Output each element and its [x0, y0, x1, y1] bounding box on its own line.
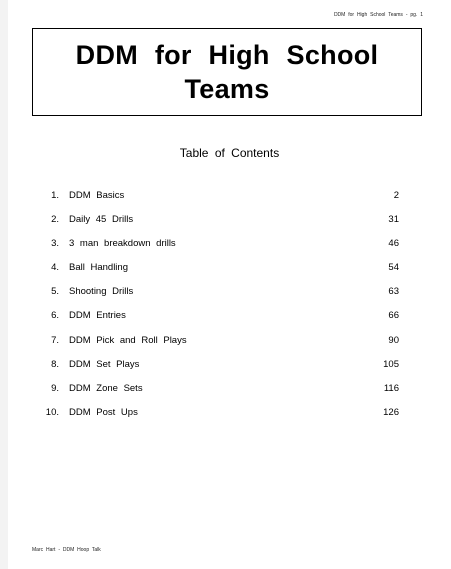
toc-entry-title: DDM Entries	[69, 310, 126, 322]
toc-entry-number: 6.	[51, 310, 59, 322]
toc-entry-title: Shooting Drills	[69, 286, 134, 298]
toc-entry-page: 31	[388, 214, 399, 226]
toc-entry	[8, 407, 451, 431]
running-header: DDM for High School Teams - pg. 1	[333, 12, 423, 18]
toc-entry-title: DDM Set Plays	[69, 358, 140, 370]
toc-entry	[8, 286, 451, 310]
document-title: DDM for High School Teams	[75, 40, 379, 104]
toc-entry-number: 4.	[51, 262, 59, 274]
running-footer: Marc Hart - DDM Hoop Talk	[32, 547, 101, 553]
toc-entry-number: 2.	[51, 214, 59, 226]
toc-entry-title: DDM Post Ups	[69, 406, 138, 418]
toc-entry-page: 46	[388, 238, 399, 250]
toc-entry-number: 3.	[51, 238, 59, 250]
toc-entry	[8, 214, 451, 238]
toc-entry-page: 66	[388, 310, 399, 322]
toc-entry-title: Ball Handling	[69, 262, 128, 274]
toc-entry-page: 90	[388, 334, 399, 346]
title-box	[32, 28, 422, 116]
toc-entry	[8, 383, 451, 407]
toc-entry-number: 8.	[51, 358, 59, 370]
toc-heading: Table of Contents	[179, 146, 280, 160]
toc-entry	[8, 359, 451, 383]
toc-entry-page: 54	[388, 262, 399, 274]
toc-entry-page: 105	[383, 358, 399, 370]
toc-list	[8, 190, 451, 431]
toc-entry	[8, 335, 451, 359]
toc-entry-number: 5.	[51, 286, 59, 298]
document-page	[8, 0, 451, 569]
toc-entry-title: DDM Zone Sets	[69, 382, 143, 394]
toc-entry-title: DDM Basics	[69, 190, 125, 201]
toc-entry	[8, 190, 451, 214]
toc-entry-page: 126	[383, 406, 399, 418]
toc-entry-title: 3 man breakdown drills	[69, 238, 176, 250]
toc-entry	[8, 238, 451, 262]
toc-entry-number: 10.	[45, 406, 59, 418]
toc-entry-number: 7.	[51, 334, 59, 346]
toc-entry-title: Daily 45 Drills	[69, 214, 134, 226]
toc-entry	[8, 310, 451, 334]
toc-entry-page: 2	[393, 190, 399, 201]
toc-entry-title: DDM Pick and Roll Plays	[69, 334, 187, 346]
toc-entry-page: 63	[388, 286, 399, 298]
toc-entry	[8, 262, 451, 286]
toc-entry-page: 116	[383, 382, 399, 394]
toc-entry-number: 1.	[51, 190, 59, 201]
toc-entry-number: 9.	[51, 382, 59, 394]
